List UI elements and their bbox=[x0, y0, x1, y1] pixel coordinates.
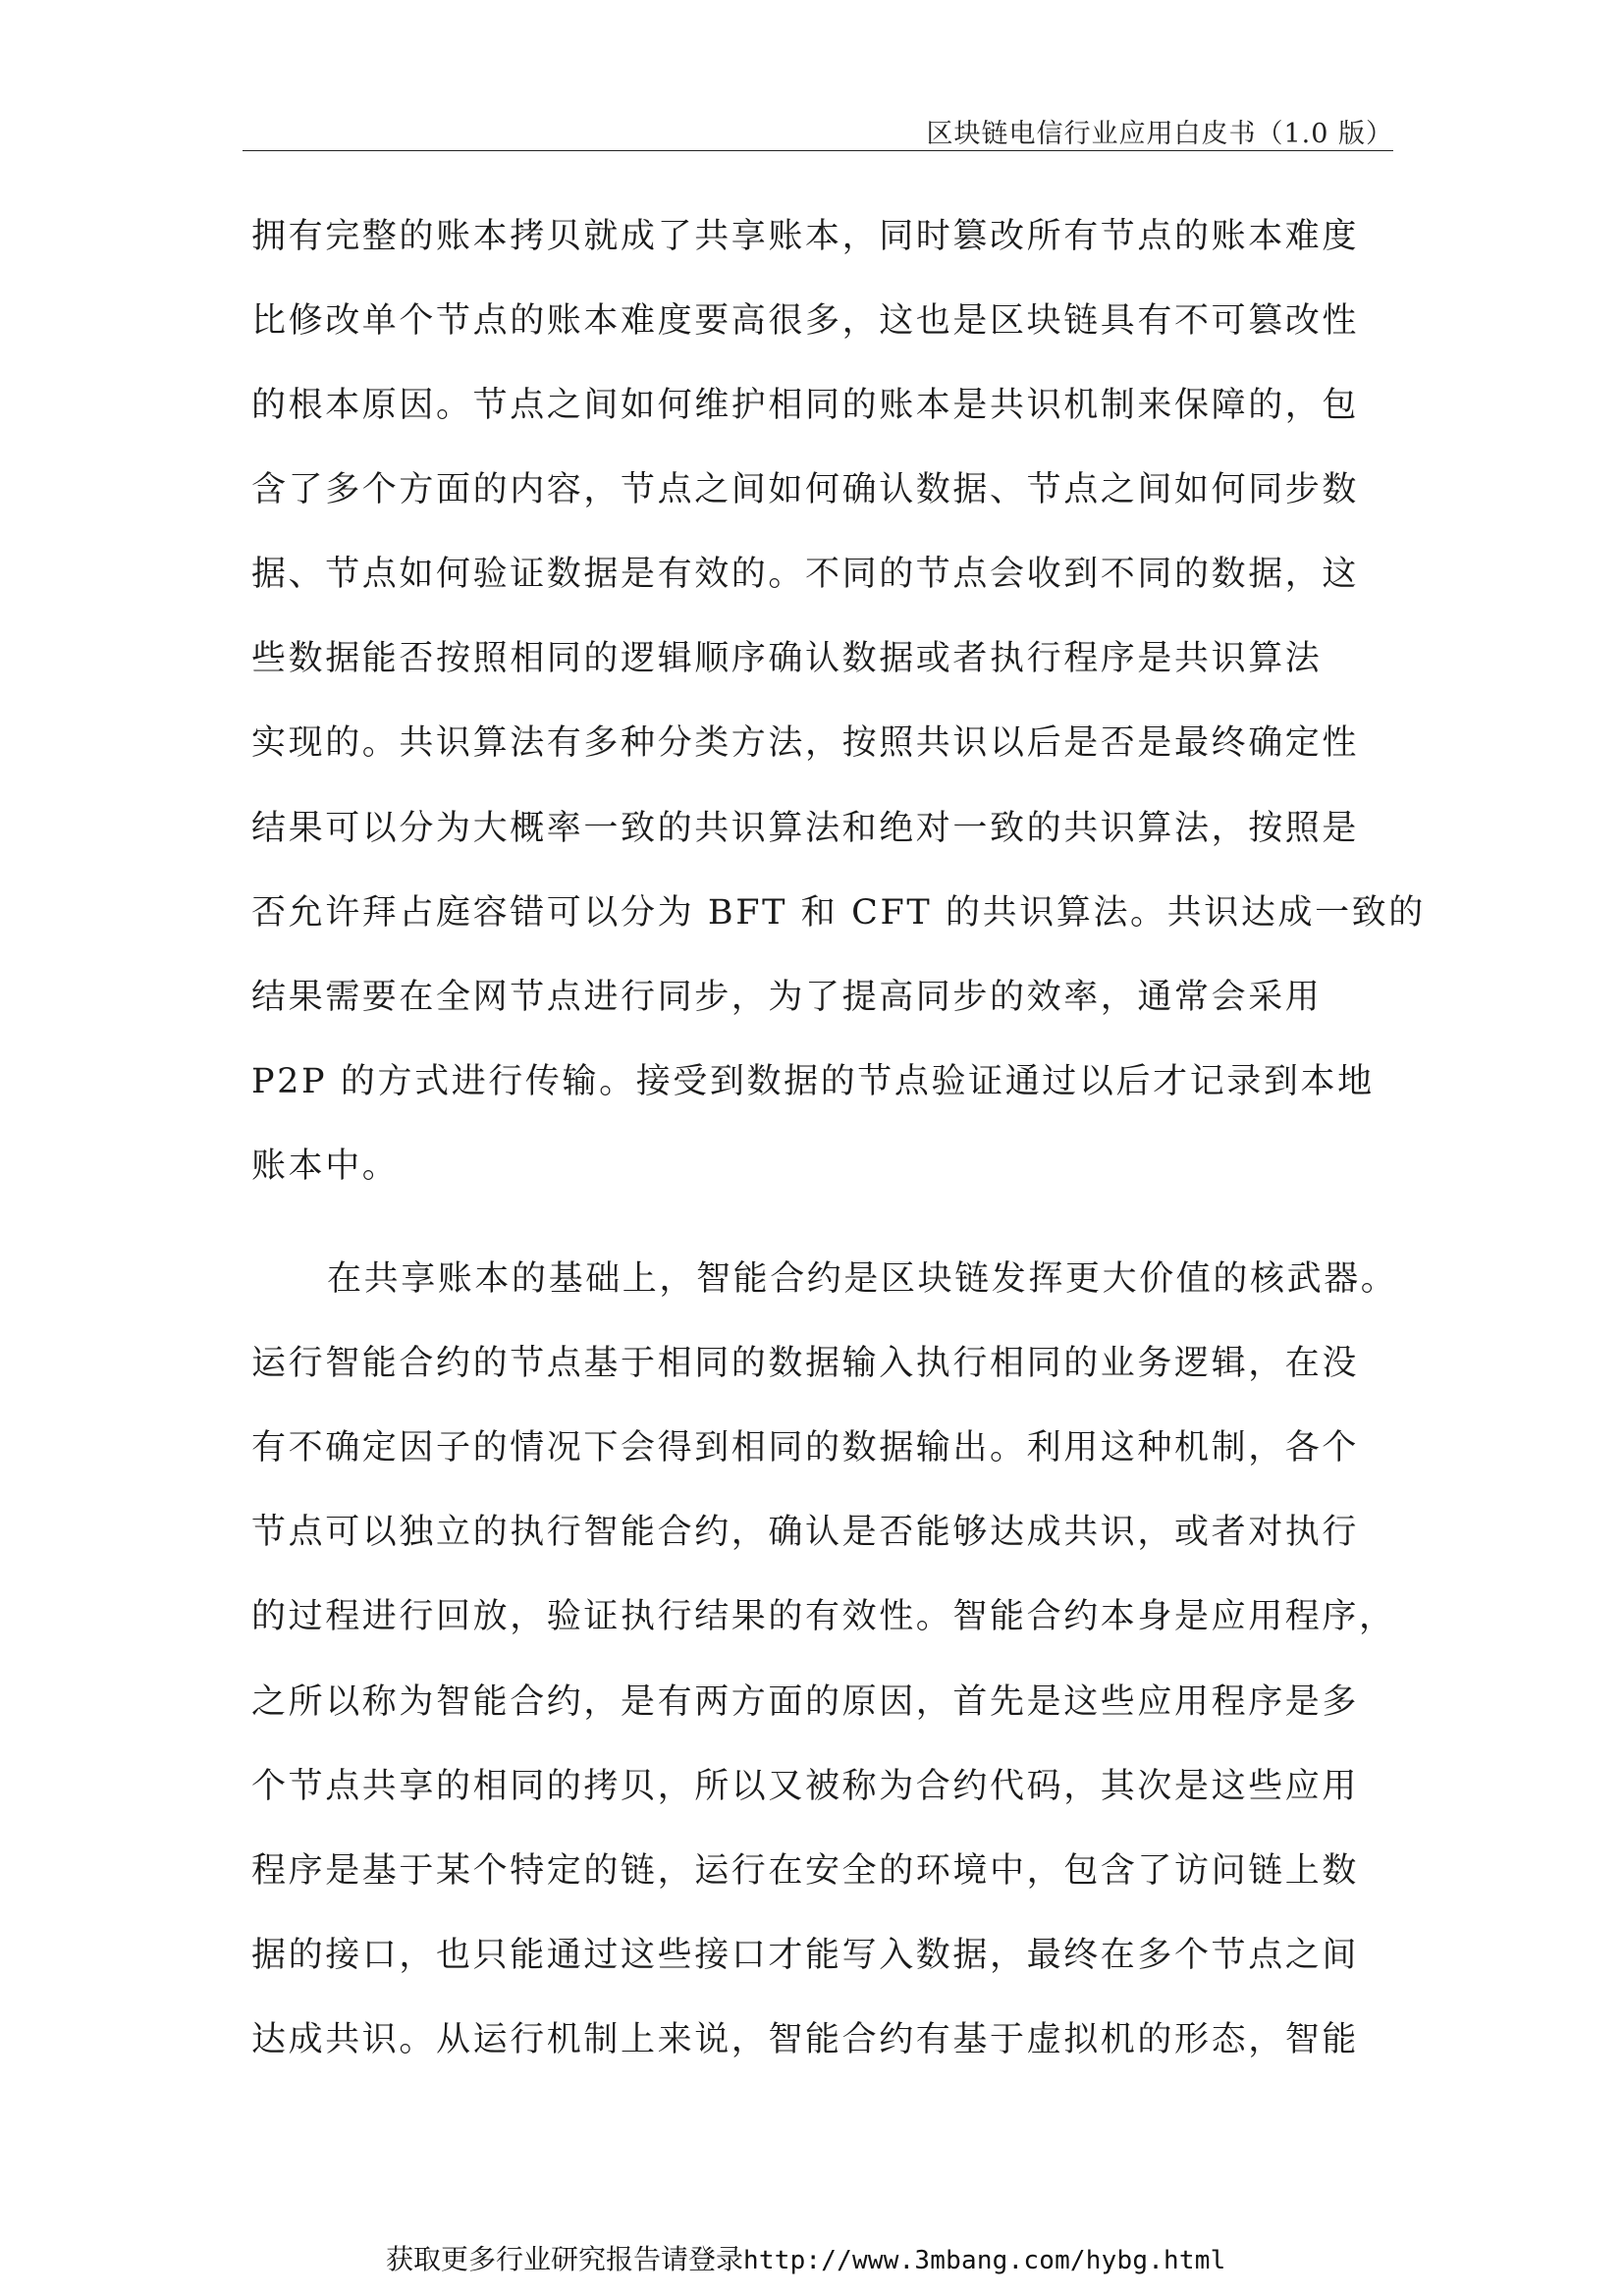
paragraph-line: 在共享账本的基础上，智能合约是区块链发挥更大价值的核武器。 bbox=[327, 1259, 1398, 1299]
paragraph-line: 节点可以独立的执行智能合约，确认是否能够达成共识，或者对执行 bbox=[251, 1513, 1360, 1552]
paragraph-line: 结果需要在全网节点进行同步，为了提高同步的效率，通常会采用 bbox=[251, 978, 1323, 1017]
paragraph-line: 些数据能否按照相同的逻辑顺序确认数据或者执行程序是共识算法 bbox=[251, 639, 1323, 678]
paragraph-line: 运行智能合约的节点基于相同的数据输入执行相同的业务逻辑，在没 bbox=[251, 1344, 1360, 1383]
paragraph-line: 据的接口，也只能通过这些接口才能写入数据，最终在多个节点之间 bbox=[251, 1936, 1360, 1975]
paragraph-line: 拥有完整的账本拷贝就成了共享账本，同时篡改所有节点的账本难度 bbox=[251, 217, 1360, 256]
paragraph-line: 比修改单个节点的账本难度要高很多，这也是区块链具有不可篡改性 bbox=[251, 301, 1360, 341]
paragraph-line: 据、节点如何验证数据是有效的。不同的节点会收到不同的数据，这 bbox=[251, 555, 1360, 594]
header-rule bbox=[243, 150, 1393, 151]
paragraph-line: 否允许拜占庭容错可以分为 BFT 和 CFT 的共识算法。共识达成一致的 bbox=[251, 893, 1426, 933]
footer-link[interactable]: http://www.3mbang.com/hybg.html bbox=[743, 2246, 1226, 2275]
paragraph-line: 结果可以分为大概率一致的共识算法和绝对一致的共识算法，按照是 bbox=[251, 809, 1360, 848]
paragraph-line: P2P 的方式进行传输。接受到数据的节点验证通过以后才记录到本地 bbox=[251, 1062, 1375, 1101]
paragraph-line: 有不确定因子的情况下会得到相同的数据输出。利用这种机制，各个 bbox=[251, 1428, 1360, 1468]
paragraph-line: 达成共识。从运行机制上来说，智能合约有基于虚拟机的形态，智能 bbox=[251, 2020, 1360, 2059]
paragraph-line: 程序是基于某个特定的链，运行在安全的环境中，包含了访问链上数 bbox=[251, 1851, 1360, 1891]
header-title: 区块链电信行业应用白皮书（1.0 版） bbox=[926, 119, 1393, 149]
paragraph-line: 之所以称为智能合约，是有两方面的原因，首先是这些应用程序是多 bbox=[251, 1682, 1360, 1722]
paragraph-line: 含了多个方面的内容，节点之间如何确认数据、节点之间如何同步数 bbox=[251, 470, 1360, 509]
paragraph-line: 账本中。 bbox=[251, 1147, 400, 1186]
paragraph-line: 的过程进行回放，验证执行结果的有效性。智能合约本身是应用程序， bbox=[251, 1597, 1396, 1636]
paragraph-line: 的根本原因。节点之间如何维护相同的账本是共识机制来保障的，包 bbox=[251, 386, 1360, 425]
footer bbox=[386, 2238, 1225, 2277]
footer-prompt: 获取更多行业研究报告请登录 bbox=[386, 2243, 744, 2275]
paragraph-line: 实现的。共识算法有多种分类方法，按照共识以后是否是最终确定性 bbox=[251, 723, 1360, 763]
paragraph-line: 个节点共享的相同的拷贝，所以又被称为合约代码，其次是这些应用 bbox=[251, 1767, 1360, 1806]
